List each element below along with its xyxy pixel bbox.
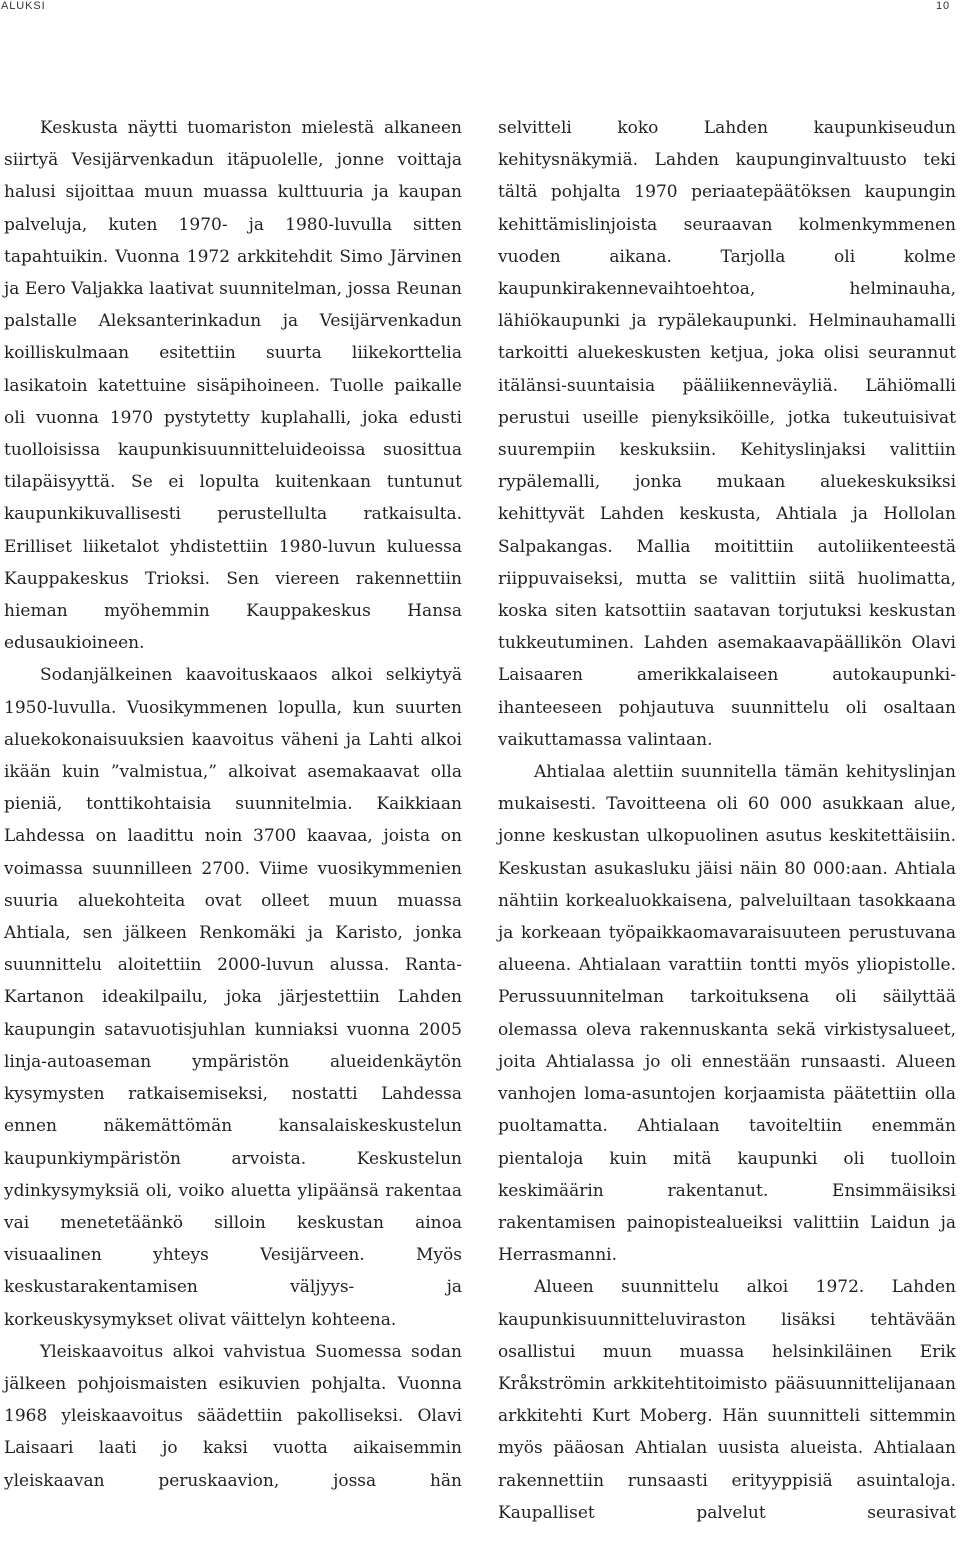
running-header — [0, 0, 960, 16]
paragraph: Yleiskaavoitus alkoi vahvistua Suomessa sodan jälkeen pohjoismaisten esikuvien pohjalta. Vuonna 1968 yleiskaavoitus säädettiin pakolliseksi. Olavi Laisaari laati jo kaksi vuotta aikaisemmin yleiskaavan peruskaavion, jossa hän — [4, 1341, 462, 1491]
left-column — [4, 112, 462, 1497]
paragraph: selvitteli koko Lahden kaupunkiseudun kehitysnäkymiä. Lahden kaupunginvaltuusto teki tältä pohjalta 1970 periaatepäätöksen kaupungin kehittämislinjoista seuraavan kolmenkymmenen vuoden aikana. Tarjolla oli kolme kaupunkirakennevaihtoehtoa, helminauha, lähiökaupunki ja rypälekaupunki. Helminauhamalli tarkoitti aluekeskusten ketjua, joka olisi seurannut itälänsi-suuntaisia pääliikenneväyliä. Lähiömalli perustui useille pienyksiköille, jotka tukeutuisivat suurempiin keskuksiin. Kehityslinjaksi valittiin rypälemalli, jonka mukaan aluekeskuksiksi kehittyvät Lahden keskusta, Ahtiala ja Hollolan Salpakangas. Mallia moitittiin autoliikenteestä riippuvaiseksi, mutta se valittiin siitä huolimatta, koska siten katsottiin saatavan torjutuksi keskustan tukkeutuminen. Lahden asemakaavapäällikön Olavi Laisaaren amerikkalaiseen autokaupunki-ihanteeseen pohjautuva suunnittelu oli osaltaan vaikuttamassa valintaan. — [498, 118, 956, 750]
paragraph: Alueen suunnittelu alkoi 1972. Lahden kaupunkisuunnitteluviraston lisäksi tehtävään osallistui muun muassa helsinkiläinen Erik Kråkströmin arkkitehtitoimisto pääsuunnittelijanaan arkkitehti Kurt Moberg. Hän suunnitteli sittemmin myös pääosan Ahtialan uusista alueista. Ahtialaan rakennettiin runsaasti erityyppisiä asuintaloja. Kaupalliset palvelut seurasivat — [498, 1277, 956, 1523]
paragraph: Sodanjälkeinen kaavoituskaaos alkoi selkiytyä 1950-luvulla. Vuosikymmenen lopulla, kun suurten aluekokonaisuuksien kaavoitus väheni ja Lahti alkoi ikään kuin ”valmistua,” alkoivat asemakaavat olla pieniä, tonttikohtaisia suunnitelmia. Kaikkiaan Lahdessa on laadittu noin 3700 kaavaa, joista on voimassa suunnilleen 2700. Viime vuosikymmenien suuria aluekohteita ovat olleet muun muassa Ahtiala, sen jälkeen Renkomäki ja Karisto, jonka suunnittelu aloitettiin 2000-luvun alussa. Ranta-Kartanon ideakilpailu, joka järjestettiin Lahden kaupungin satavuotisjuhlan kunniaksi vuonna 2005 linja-autoaseman ympäristön alueidenkäytön kysymysten ratkaisemiseksi, nostatti Lahdessa ennen näkemättömän kansalaiskeskustelun kaupunkiympäristön arvoista. Keskustelun ydinkysymyksiä oli, voiko aluetta ylipäänsä rakentaa vai menetetäänkö silloin keskustan ainoa visuaalinen yhteys Vesijärveen. Myös keskustarakentamisen väljyys- ja korkeuskysymykset olivat väittelyn kohteena. — [4, 665, 462, 1330]
right-column — [498, 112, 956, 1529]
section-title: ALUKSI — [1, 0, 46, 12]
page-number: 10 — [935, 0, 950, 12]
paragraph: Ahtialaa alettiin suunnitella tämän kehityslinjan mukaisesti. Tavoitteena oli 60 000 asukkaan alue, jonne keskustan ulkopuolinen asutus keskitettäisiin. Keskustan asukasluku jäisi näin 80 000:aan. Ahtiala nähtiin korkealuokkaisena, palveluiltaan tasokkaana ja korkeaan työpaikkaomavaraisuuteen perustuvana alueena. Ahtialaan varattiin tontti myös yliopistolle. Perussuunnitelman tarkoituksena oli säilyttää olemassa oleva rakennuskanta sekä virkistysalueet, joita Ahtialassa jo oli ennestään runsaasti. Alueen vanhojen loma-asuntojen korjaamista päätettiin olla puoltamatta. Ahtialaan tavoiteltiin enemmän pientaloja kuin mitä kaupunki oli tuolloin keskimäärin rakentanut. Ensimmäisiksi rakentamisen painopistealueiksi valittiin Laidun ja Herrasmanni. — [498, 762, 956, 1266]
paragraph: Keskusta näytti tuomariston mielestä alkaneen siirtyä Vesijärvenkadun itäpuolelle, jonne voittaja halusi sijoittaa muun muassa kulttuuria ja kaupan palveluja, kuten 1970- ja 1980-luvulla sitten tapahtuikin. Vuonna 1972 arkkitehdit Simo Järvinen ja Eero Valjakka laativat suunnitelman, jossa Reunan palstalle Aleksanterinkadun ja Vesijärvenkadun koilliskulmaan esitettiin suurta liikekorttelia lasikatoin katettuine sisäpihoineen. Tuolle paikalle oli vuonna 1970 pystytetty kuplahalli, joka edusti tuolloisissa kaupunkisuunnitteluideoissa suosittua tilapäisyyttä. Se ei lopulta kuitenkaan tuntunut kaupunkikuvallisesti perustellulta ratkaisulta. Erilliset liiketalot yhdistettiin 1980-luvun kuluessa Kauppakeskus Trioksi. Sen viereen rakennettiin hieman myöhemmin Kauppakeskus Hansa edusaukioineen. — [4, 118, 462, 654]
